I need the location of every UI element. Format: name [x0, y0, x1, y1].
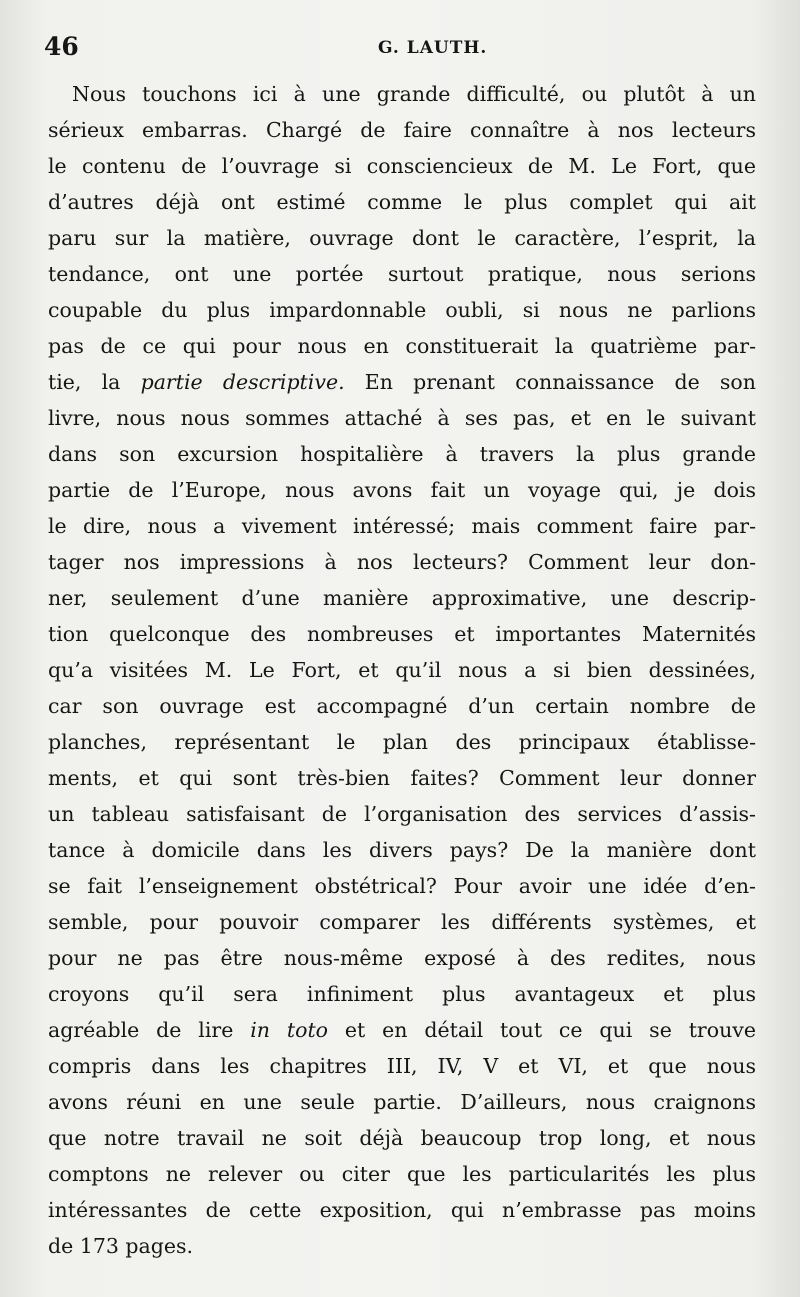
text-segment: dans son excursion hospitalière à travers la plus grande	[48, 442, 756, 466]
text-segment: pas de ce qui pour nous en constituerait la quatrième par-	[48, 334, 756, 358]
text-segment: un tableau satisfaisant de l’organisation des services d’assis-	[48, 802, 756, 826]
text-line	[48, 652, 756, 688]
text-segment: planches, représentant le plan des principaux établisse-	[48, 730, 756, 754]
text-segment: ner, seulement d’une manière approximative, une descrip-	[48, 586, 756, 610]
text-segment: Nous touchons ici à une grande difficulté, ou plutôt à un	[72, 82, 756, 106]
text-line	[48, 724, 756, 760]
text-line	[48, 256, 756, 292]
running-head: G. LAUTH.	[378, 38, 488, 58]
text-segment: En prenant connaissance de son	[344, 370, 756, 394]
text-segment: tion quelconque des nombreuses et importantes Maternités	[48, 622, 756, 646]
text-segment: comptons ne relever ou citer que les particularités les plus	[48, 1162, 756, 1186]
text-segment: sérieux embarras. Chargé de faire connaître à nos lecteurs	[48, 118, 756, 142]
text-line	[48, 364, 756, 400]
text-line	[48, 1228, 756, 1264]
text-segment: qu’a visitées M. Le Fort, et qu’il nous a si bien dessinées,	[48, 658, 756, 682]
text-line	[48, 328, 756, 364]
text-line	[48, 544, 756, 580]
italic-text: partie descriptive.	[140, 370, 345, 394]
text-line	[48, 904, 756, 940]
text-line	[48, 1084, 756, 1120]
text-line	[48, 832, 756, 868]
text-line	[48, 688, 756, 724]
text-line	[48, 220, 756, 256]
text-line	[48, 184, 756, 220]
text-line	[48, 868, 756, 904]
text-segment: tendance, ont une portée surtout pratique, nous serions	[48, 262, 756, 286]
text-line	[48, 508, 756, 544]
text-line	[48, 1192, 756, 1228]
text-line	[48, 292, 756, 328]
text-segment: et en détail tout ce qui se trouve	[328, 1018, 756, 1042]
text-line	[48, 472, 756, 508]
text-segment: car son ouvrage est accompagné d’un certain nombre de	[48, 694, 756, 718]
text-segment: se fait l’enseignement obstétrical? Pour avoir une idée d’en-	[48, 874, 756, 898]
text-line	[48, 940, 756, 976]
text-segment: le contenu de l’ouvrage si consciencieux de M. Le Fort, que	[48, 154, 756, 178]
text-line	[48, 1048, 756, 1084]
text-line	[48, 400, 756, 436]
text-line	[48, 1156, 756, 1192]
text-line	[48, 1012, 756, 1048]
page-number: 46	[44, 32, 79, 61]
text-segment: compris dans les chapitres III, IV, V et VI, et que nous	[48, 1054, 756, 1078]
text-segment: agréable de lire	[48, 1018, 251, 1042]
text-line	[48, 148, 756, 184]
text-line	[48, 76, 756, 112]
text-segment: avons réuni en une seule partie. D’ailleurs, nous craignons	[48, 1090, 756, 1114]
text-segment: coupable du plus impardonnable oubli, si nous ne parlions	[48, 298, 756, 322]
text-segment: pour ne pas être nous-même exposé à des redites, nous	[48, 946, 756, 970]
text-line	[48, 580, 756, 616]
text-line	[48, 796, 756, 832]
text-segment: d’autres déjà ont estimé comme le plus complet qui ait	[48, 190, 756, 214]
text-line	[48, 1120, 756, 1156]
text-line	[48, 616, 756, 652]
text-segment: intéressantes de cette exposition, qui n’embrasse pas moins	[48, 1198, 756, 1222]
italic-text: in toto	[250, 1018, 329, 1042]
text-segment: partie de l’Europe, nous avons fait un voyage qui, je dois	[48, 478, 756, 502]
text-segment: paru sur la matière, ouvrage dont le caractère, l’esprit, la	[48, 226, 756, 250]
text-segment: livre, nous nous sommes attaché à ses pas, et en le suivant	[48, 406, 756, 430]
text-line	[48, 976, 756, 1012]
page-header	[44, 30, 756, 64]
text-segment: semble, pour pouvoir comparer les différents systèmes, et	[48, 910, 756, 934]
text-segment: tager nos impressions à nos lecteurs? Comment leur don-	[48, 550, 756, 574]
body-paragraph	[48, 76, 756, 1264]
text-segment: ments, et qui sont très-bien faites? Comment leur donner	[48, 766, 756, 790]
text-line	[48, 760, 756, 796]
text-line	[48, 436, 756, 472]
text-segment: croyons qu’il sera infiniment plus avantageux et plus	[48, 982, 756, 1006]
text-segment: tance à domicile dans les divers pays? De la manière dont	[48, 838, 756, 862]
text-segment: le dire, nous a vivement intéressé; mais comment faire par-	[48, 514, 756, 538]
text-segment: que notre travail ne soit déjà beaucoup trop long, et nous	[48, 1126, 756, 1150]
text-segment: de 173 pages.	[48, 1234, 194, 1258]
text-segment: tie, la	[48, 370, 141, 394]
text-line	[48, 112, 756, 148]
